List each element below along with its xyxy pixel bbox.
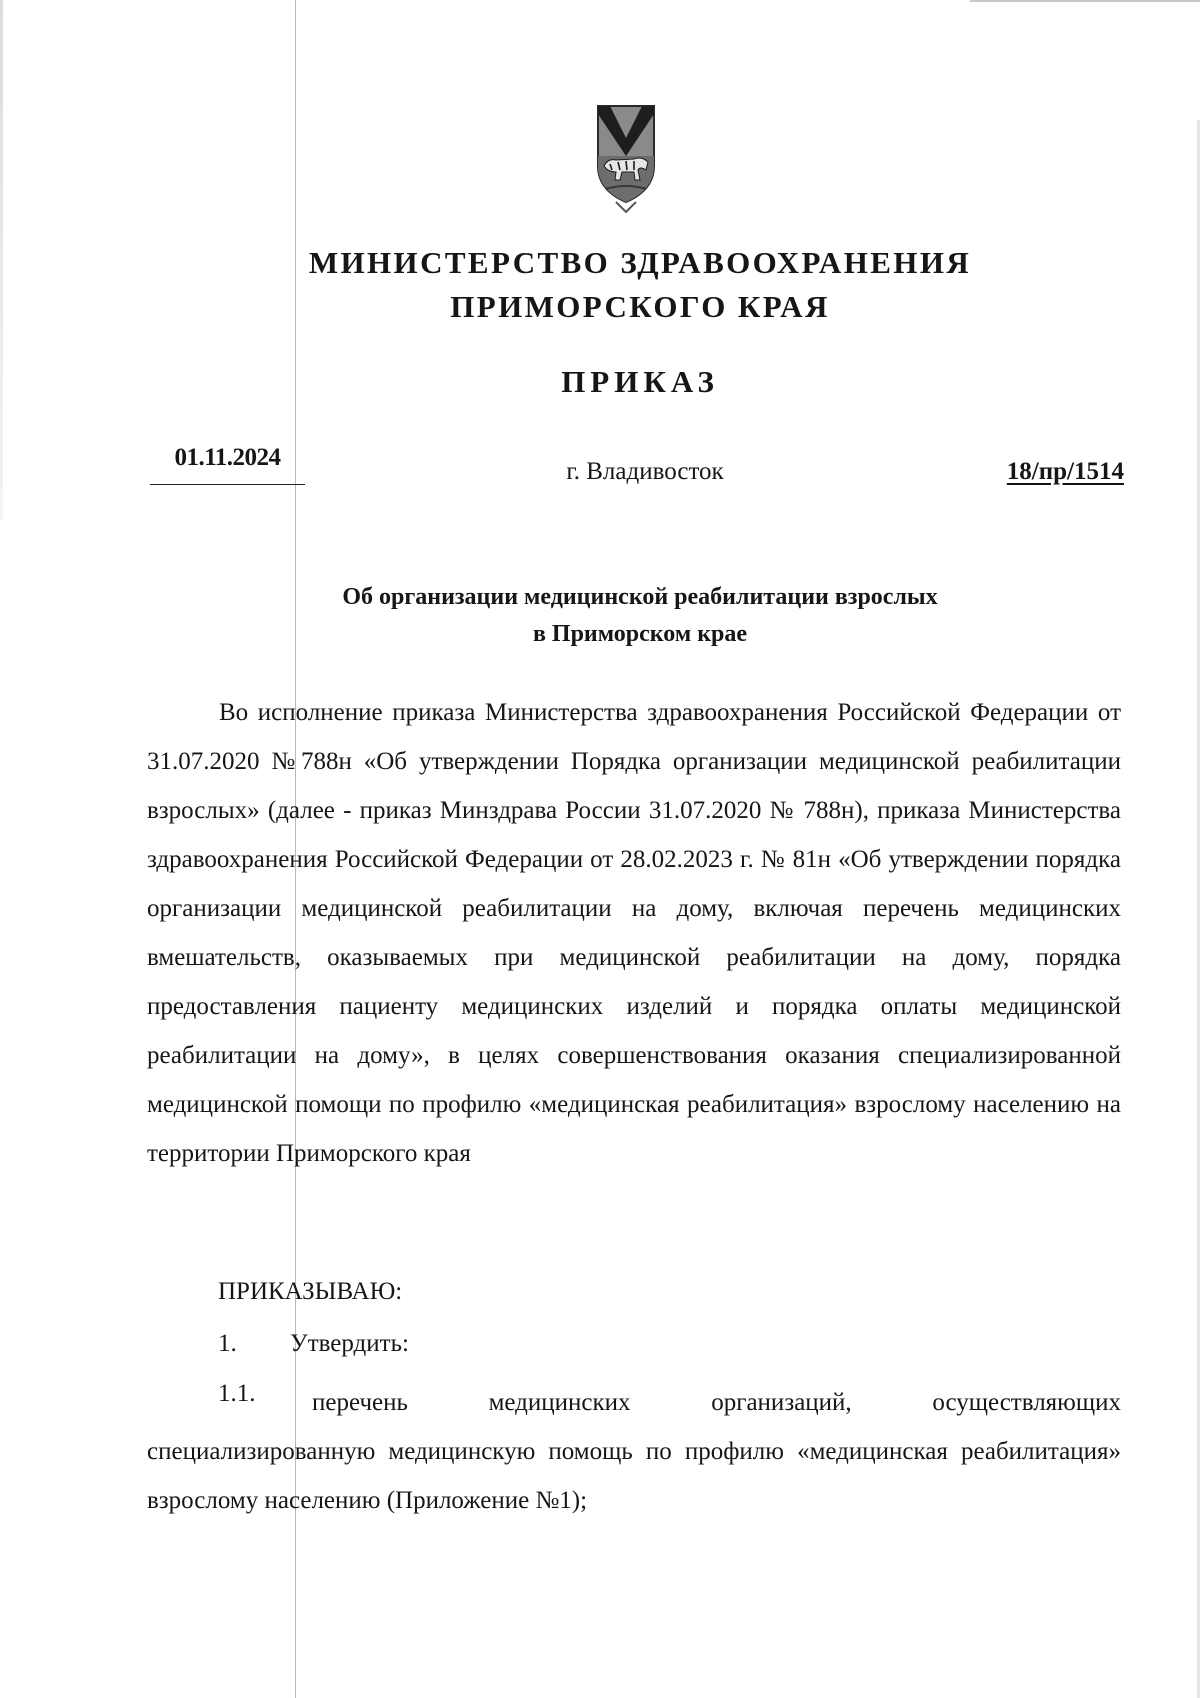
- ministry-name-line1: МИНИСТЕРСТВО ЗДРАВООХРАНЕНИЯ: [308, 245, 972, 280]
- document-subject-line2: в Приморском крае: [532, 621, 748, 647]
- document-subject-line1: Об организации медицинской реабилитации взрослых: [342, 584, 938, 610]
- scan-edge-left: [0, 0, 3, 520]
- document-number: 18/пр/1514: [1006, 458, 1124, 485]
- order-item-1-1-text: перечень медицинских организаций, осуществляющих специализированную медицинскую помощь по профилю «медицинская реабилитация» взрослому населению (Приложение №1);: [147, 1389, 1121, 1514]
- scan-edge-top: [970, 0, 1200, 2]
- order-item-1-1-number: 1.1.: [218, 1380, 256, 1407]
- orders-label: ПРИКАЗЫВАЮ:: [218, 1278, 403, 1305]
- order-item-1-number: 1.: [218, 1330, 237, 1357]
- document-date: 01.11.2024: [174, 444, 281, 471]
- document-type: ПРИКАЗ: [561, 364, 719, 399]
- primorsky-krai-coat-of-arms-icon: [594, 104, 658, 214]
- ministry-name-line2: ПРИМОРСКОГО КРАЯ: [450, 289, 830, 324]
- document-city: г. Владивосток: [566, 458, 724, 485]
- order-item-1-text: Утвердить:: [290, 1330, 409, 1357]
- date-underline: [150, 484, 305, 485]
- preamble-paragraph: Во исполнение приказа Министерства здравоохранения Российской Федерации от 31.07.2020 №788н «Об утверждении Порядка организации медицинской реабилитации взрослых» (далее - приказ Минздрава России 31.07.2020 № 788н), приказа Министерства здравоохранения Российской Федерации от 28.02.2023 г. № 81н «Об утверждении порядка организации медицинской реабилитации на дому, включая перечень медицинских вмешательств, оказываемых при медицинской реабилитации на дому, порядка предоставления пациенту медицинских изделий и порядка оплаты медицинской реабилитации на дому», в целях совершенствования оказания специализированной медицинской помощи по профилю «медицинская реабилитация» взрослому населению на территории Приморского края: [147, 699, 1121, 1167]
